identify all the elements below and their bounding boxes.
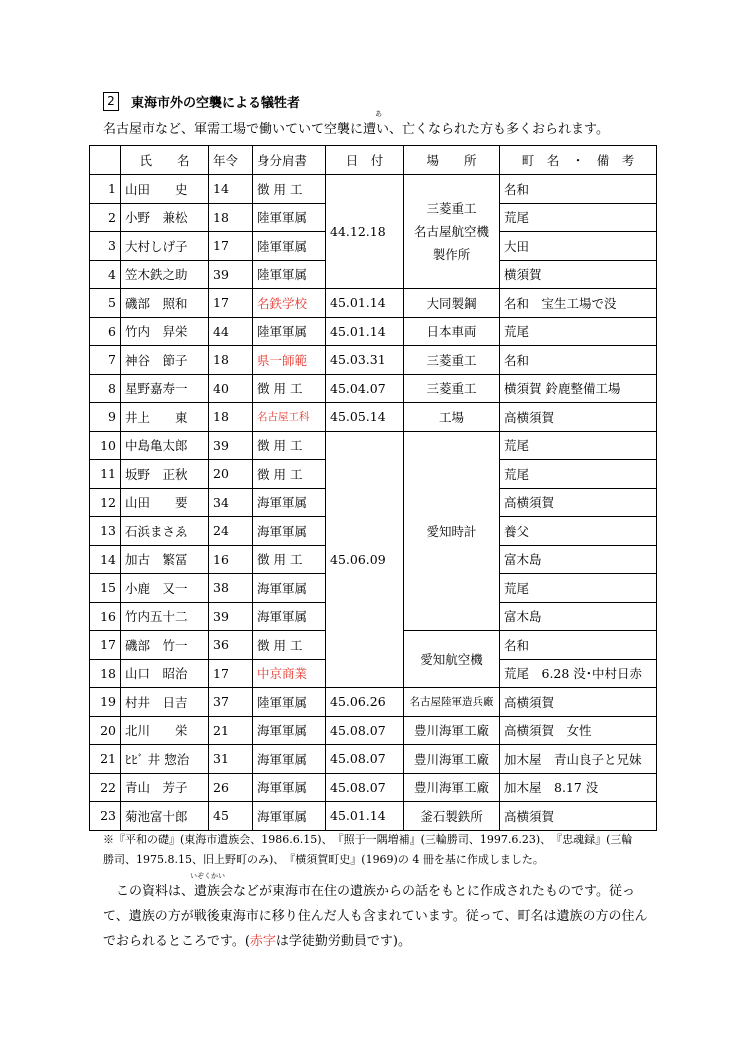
row-date: 45.08.07 [326,745,404,774]
paragraph-text-end: は学徒勤労動員です)。 [275,934,411,949]
row-age: 31 [209,745,253,774]
row-no: 20 [90,716,121,745]
row-town: 名和 [500,346,657,375]
row-age: 17 [209,659,253,688]
row-age: 26 [209,773,253,802]
row-place: 豊川海軍工廠 [404,773,500,802]
row-place: 豊川海軍工廠 [404,745,500,774]
row-role: 陸軍軍属 [253,688,326,717]
table-row [90,403,657,432]
row-town: 高横須賀 [500,403,657,432]
row-age: 40 [209,374,253,403]
table-row [90,346,657,375]
row-town: 荒尾 [500,317,657,346]
red-text-label: 赤字 [249,934,276,949]
row-age: 18 [209,346,253,375]
row-place: 三菱重工 [404,374,500,403]
row-town: 横須賀 鈴鹿整備工場 [500,374,657,403]
row-age: 17 [209,232,253,261]
row-name: 井上 東 [121,403,209,432]
row-name: 小野 兼松 [121,203,209,232]
row-town: 名和 宝生工場で没 [500,289,657,318]
source-note: ※『平和の礎』(東海市遺族会、1986.6.15)、 『照于一隅増補』(三輪勝司、1997.6.23)、 『忠魂録』(三輪勝司、1975.8.15、旧上野町のみ)、 『横須賀町史』(1969)の 4 冊を基に作成しました。 [103,833,633,866]
table-row [90,716,657,745]
row-role: 徴 用 工 [253,545,326,574]
row-role: 徴 用 工 [253,374,326,403]
row-town: 高横須賀 女性 [500,716,657,745]
row-age: 21 [209,716,253,745]
row-town: 高横須賀 [500,488,657,517]
row-role: 徴 用 工 [253,175,326,204]
row-role: 海軍軍属 [253,745,326,774]
table-header-row [90,146,657,175]
header-name: 氏 名 [121,146,209,175]
place-line: 製作所 [432,247,471,262]
row-date: 45.01.14 [326,317,404,346]
table-row [90,175,657,204]
row-role: 陸軍軍属 [253,203,326,232]
row-town: 荒尾 [500,203,657,232]
row-name: 笠木鉄之助 [121,260,209,289]
table-row [90,745,657,774]
row-place: 釜石製鉄所 [404,802,500,831]
row-no: 2 [90,203,121,232]
row-town: 荒尾 6.28 没･中村日赤 [500,659,657,688]
row-age: 39 [209,431,253,460]
row-no: 23 [90,802,121,831]
row-age: 24 [209,517,253,546]
row-name: 大村しげ子 [121,232,209,261]
place-line: 名古屋航空機 [413,224,489,239]
row-age: 45 [209,802,253,831]
row-date: 45.08.07 [326,716,404,745]
section-title: 東海市外の空襲による犠牲者 [131,96,301,111]
merged-place-group2b: 愛知航空機 [404,631,500,688]
row-place: 工場 [404,403,500,432]
row-age: 14 [209,175,253,204]
header-date: 日 付 [326,146,404,175]
row-role: 陸軍軍属 [253,317,326,346]
row-name: 中島亀太郎 [121,431,209,460]
paragraph-text: この資料は、遺族会などが東海市在住の遺族からの話をもとに作成されたものです。従って、遺族の方が戦後東海市に移り住んだ人も含まれています。従って、町名は遺族の方の住んでおられるところです。( [103,884,648,949]
row-name: 磯部 照和 [121,289,209,318]
row-name: 竹内五十二 [121,602,209,631]
row-age: 17 [209,289,253,318]
row-role: 陸軍軍属 [253,232,326,261]
row-name: 菊池富十郎 [121,802,209,831]
merged-date-group1: 44.12.18 [326,175,404,289]
header-age: 年令 [209,146,253,175]
section-heading [103,92,300,111]
row-no: 8 [90,374,121,403]
header-role: 身分肩書 [253,146,326,175]
intro-text: 名古屋市など、軍需工場で働いていて空襲に遭い、亡くなられた方も多くおられます。 [103,122,609,137]
row-town: 高横須賀 [500,688,657,717]
row-no: 4 [90,260,121,289]
row-name: 山田 史 [121,175,209,204]
row-age: 37 [209,688,253,717]
table-row [90,374,657,403]
row-no: 22 [90,773,121,802]
row-town: 名和 [500,631,657,660]
row-no: 14 [90,545,121,574]
row-name: 星野嘉寿一 [121,374,209,403]
explanation-paragraph [103,879,648,954]
table-row [90,431,657,460]
row-age: 36 [209,631,253,660]
row-role-student: 県一師範 [253,346,326,375]
row-role-student: 名古屋工科 [253,403,326,432]
row-name: 北川 栄 [121,716,209,745]
header-town: 町 名 ・ 備 考 [500,146,657,175]
row-town: 荒尾 [500,431,657,460]
row-name: 石浜まさゑ [121,517,209,546]
table-row [90,688,657,717]
body-ruby: いぞくかい [190,872,225,880]
table-row [90,317,657,346]
row-no: 12 [90,488,121,517]
row-no: 7 [90,346,121,375]
table-row [90,773,657,802]
row-role: 海軍軍属 [253,802,326,831]
row-role: 徴 用 工 [253,431,326,460]
row-town: 荒尾 [500,460,657,489]
row-no: 10 [90,431,121,460]
merged-place-group2a: 愛知時計 [404,431,500,631]
row-no: 5 [90,289,121,318]
row-role: 陸軍軍属 [253,260,326,289]
row-role: 徴 用 工 [253,460,326,489]
row-place: 大同製鋼 [404,289,500,318]
row-name: 山田 要 [121,488,209,517]
row-name: ﾋﾋﾞ 井 惣治 [121,745,209,774]
row-name: 竹内 舁栄 [121,317,209,346]
row-date: 45.08.07 [326,773,404,802]
row-name: 磯部 竹一 [121,631,209,660]
row-town: 高横須賀 [500,802,657,831]
row-age: 39 [209,602,253,631]
row-role-student: 中京商業 [253,659,326,688]
table-row [90,802,657,831]
row-name: 坂野 正秋 [121,460,209,489]
row-no: 13 [90,517,121,546]
row-town: 養父 [500,517,657,546]
row-age: 18 [209,203,253,232]
row-name: 小鹿 又一 [121,574,209,603]
row-date: 45.01.14 [326,802,404,831]
section-number: 2 [103,92,119,111]
row-place: 日本車両 [404,317,500,346]
row-name: 村井 日吉 [121,688,209,717]
row-role: 海軍軍属 [253,716,326,745]
row-role-student: 名鉄学校 [253,289,326,318]
row-town: 加木屋 青山良子と兄妹 [500,745,657,774]
row-no: 3 [90,232,121,261]
row-role: 海軍軍属 [253,488,326,517]
row-no: 6 [90,317,121,346]
row-age: 16 [209,545,253,574]
row-date: 45.03.31 [326,346,404,375]
row-name: 山口 昭治 [121,659,209,688]
row-no: 1 [90,175,121,204]
header-no [90,146,121,175]
row-age: 18 [209,403,253,432]
row-name: 加古 繁冨 [121,545,209,574]
row-role: 海軍軍属 [253,517,326,546]
row-place: 豊川海軍工廠 [404,716,500,745]
row-no: 15 [90,574,121,603]
intro-ruby: あ [375,110,382,118]
row-role: 徴 用 工 [253,631,326,660]
row-date: 45.06.26 [326,688,404,717]
row-age: 44 [209,317,253,346]
row-name: 神谷 節子 [121,346,209,375]
victims-table [89,145,657,831]
merged-place-group1 [404,175,500,289]
row-town: 富木島 [500,545,657,574]
row-no: 16 [90,602,121,631]
row-town: 加木屋 8.17 没 [500,773,657,802]
header-place: 場 所 [404,146,500,175]
table-row [90,289,657,318]
row-town: 荒尾 [500,574,657,603]
row-date: 45.04.07 [326,374,404,403]
merged-date-group2: 45.06.09 [326,431,404,688]
row-no: 18 [90,659,121,688]
row-role: 海軍軍属 [253,602,326,631]
row-age: 38 [209,574,253,603]
row-no: 17 [90,631,121,660]
row-place: 三菱重工 [404,346,500,375]
row-age: 39 [209,260,253,289]
row-name: 青山 芳子 [121,773,209,802]
row-town: 富木島 [500,602,657,631]
row-no: 11 [90,460,121,489]
row-town: 横須賀 [500,260,657,289]
row-date: 45.01.14 [326,289,404,318]
row-role: 海軍軍属 [253,574,326,603]
place-line: 三菱重工 [426,201,477,216]
row-date: 45.05.14 [326,403,404,432]
row-no: 9 [90,403,121,432]
row-place: 名古屋陸軍造兵廠 [404,688,500,717]
row-age: 34 [209,488,253,517]
row-age: 20 [209,460,253,489]
row-town: 大田 [500,232,657,261]
row-town: 名和 [500,175,657,204]
row-role: 海軍軍属 [253,773,326,802]
row-no: 21 [90,745,121,774]
row-no: 19 [90,688,121,717]
